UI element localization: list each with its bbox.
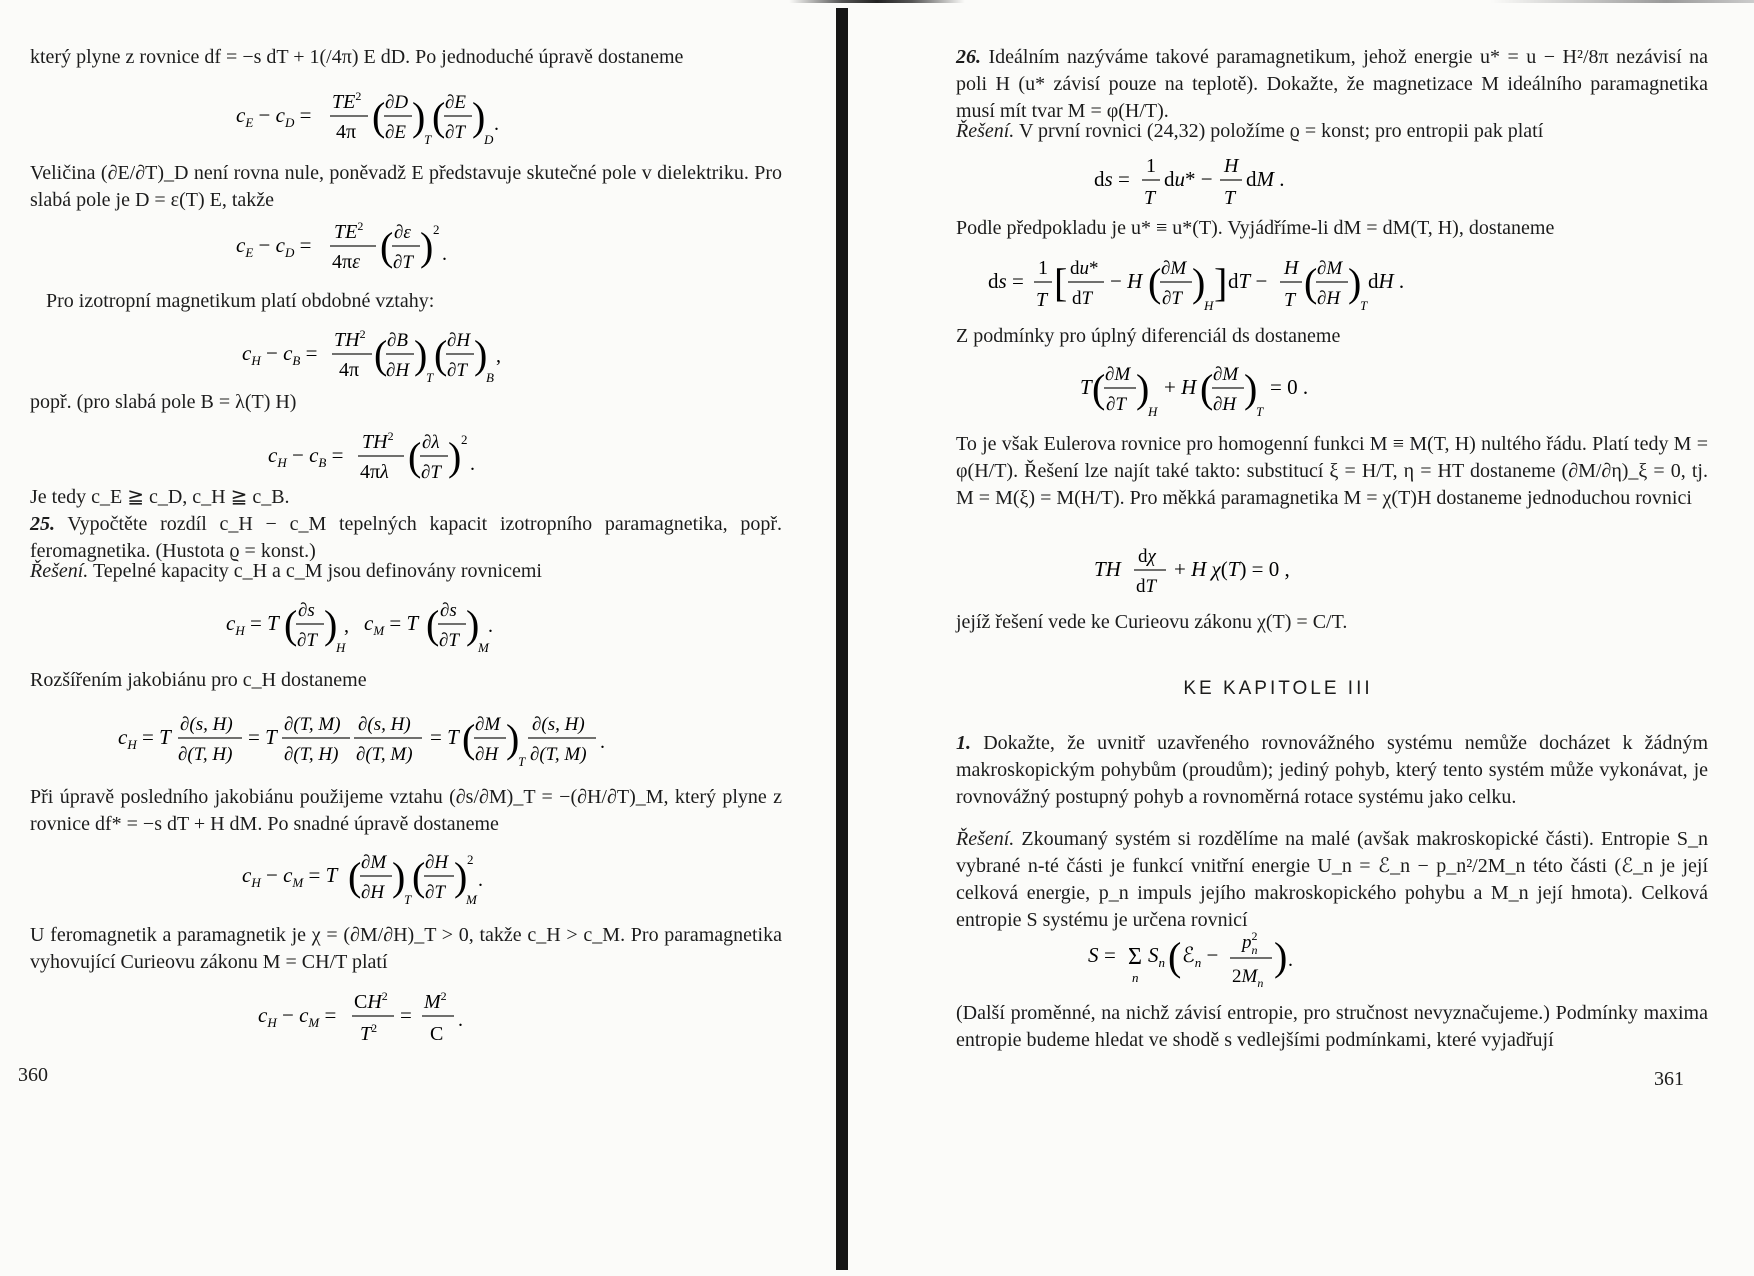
right-paragraph-6: jejíž řešení vede ke Curieovu zákonu χ(T) = C/T. <box>956 611 1348 633</box>
left-equation-2 <box>236 218 496 280</box>
svg-text:(: ( <box>1168 934 1182 979</box>
svg-text:): ) <box>448 434 462 479</box>
right-equation-3 <box>1080 358 1340 420</box>
svg-text:(: ( <box>380 224 394 269</box>
svg-text:cH − cB =: $c_H - c_B$ = <box>268 443 344 470</box>
svg-text:.: . <box>488 615 493 637</box>
left-paragraph-8: Rozšířením jakobiánu pro c_H dostaneme <box>30 669 367 691</box>
svg-text:= T: = T <box>248 725 277 749</box>
svg-text:4π: 4π <box>336 121 357 143</box>
svg-text:(: ( <box>1092 366 1106 411</box>
left-equation-6 <box>118 708 638 770</box>
svg-text:H: H <box>1148 404 1158 419</box>
left-paragraph-10: U feromagnetik a paramagnetik je χ = (∂M/∂H)_T > 0, takže c_H > c_M. Pro paramagnetika vyhovující Curieovu zákonu M = CH/T platí <box>30 924 782 973</box>
svg-text:du* −: du* − <box>1164 167 1213 191</box>
svg-text:M2: $M^2$ <box>424 989 447 1013</box>
right-problem-1 <box>956 730 1708 811</box>
svg-text:dT −: dT − <box>1228 269 1268 293</box>
svg-text:): ) <box>1274 934 1288 979</box>
svg-text:(: ( <box>408 434 422 479</box>
left-paragraph-9: Při úpravě posledního jakobiánu použijeme vztahu (∂s/∂M)_T = −(∂H/∂T)_M, který plyne z rovnice df* = −s dT + H dM. Po snadné úpravě dostaneme <box>30 786 782 835</box>
svg-text:2Mn: $2M_n$ <box>1232 966 1264 990</box>
left-equation-8 <box>258 986 498 1048</box>
right-equation-1 <box>1094 150 1314 212</box>
svg-text:(: ( <box>1200 366 1214 411</box>
svg-text:T: T <box>1284 289 1296 311</box>
svg-text:∂M: ∂M <box>1105 364 1131 385</box>
svg-text:): ) <box>466 602 480 647</box>
svg-text:∂M: ∂M <box>1317 258 1343 279</box>
left-paragraph-2: Veličina (∂E/∂T)_D není rovna nule, poněvadž E představuje skutečné pole v dielektriku. Pro slabá pole je D = ε(T) E, takže <box>30 162 782 211</box>
problem-number: 26. <box>956 46 981 68</box>
svg-text:]: ] <box>1214 260 1228 305</box>
svg-text:T: T <box>1360 298 1368 313</box>
svg-text:(: ( <box>374 332 388 377</box>
svg-text:∂E: ∂E <box>445 92 466 113</box>
svg-text:TH2: $TH^2$ <box>362 429 394 453</box>
right-problem-26 <box>956 44 1708 125</box>
problem-number: 1. <box>956 732 971 754</box>
svg-text:Sn: $S_n$ <box>1148 943 1165 970</box>
svg-text:2: 2 <box>433 222 440 237</box>
svg-text:n: n <box>1132 970 1139 985</box>
svg-text:dM .: dM . <box>1246 167 1285 191</box>
svg-text:): ) <box>392 854 406 899</box>
left-page-number: 360 <box>18 1064 48 1086</box>
svg-text:∂T: ∂T <box>425 882 445 903</box>
problem-number: 25. <box>30 513 55 535</box>
svg-text:∂(T, M): ∂(T, M) <box>530 744 587 765</box>
svg-text:T: T <box>404 892 412 907</box>
right-paragraph-3: Podle předpokladu je u* ≡ u*(T). Vyjádříme-li dM = dM(T, H), dostaneme <box>956 217 1555 239</box>
svg-text:ds =: ds = <box>1094 167 1130 191</box>
svg-text:∂H: ∂H <box>475 744 499 765</box>
svg-text:B: B <box>486 370 494 385</box>
svg-text:,: , <box>496 345 501 367</box>
svg-text:∂(s, H): ∂(s, H) <box>532 714 585 735</box>
svg-text:∂T: ∂T <box>445 122 465 143</box>
svg-text:∂T: ∂T <box>439 630 459 651</box>
solution-text: Zkoumaný systém si rozdělíme na malé (avšak makroskopické části). Entropie S_n vybrané n-té části je funkcí vnitřní energie U_n = ℰ_n − p_n²/2M_n této části (ℰ_n je její celková energie, p_n impuls jejího makroskopického pohybu a M_n její hmota). Celková entropie S systému je určena rovnicí <box>956 828 1709 931</box>
svg-text:+ H χ(T) = 0 ,: + H χ(T) = 0 , <box>1174 557 1290 581</box>
svg-text:T: T <box>424 132 432 147</box>
svg-text:TE2: $TE^2$ <box>332 89 362 113</box>
svg-text:TE2: $TE^2$ <box>334 219 364 243</box>
solution-label: Řešení. <box>956 828 1015 850</box>
left-equation-1 <box>236 88 536 150</box>
left-paragraph-4: popř. (pro slabá pole B = λ(T) H) <box>30 391 297 413</box>
svg-text:(: ( <box>1304 260 1318 305</box>
svg-text:.: . <box>470 453 475 475</box>
svg-text:): ) <box>420 224 434 269</box>
svg-text:dT: dT <box>1072 288 1093 309</box>
svg-text:H: H <box>336 640 346 655</box>
svg-text:∂s: ∂s <box>440 600 457 621</box>
svg-text:4πε: 4πε <box>332 251 360 273</box>
left-problem-25 <box>30 511 782 565</box>
svg-text:): ) <box>412 94 426 139</box>
svg-text:= T: = T <box>430 725 459 749</box>
svg-text:.: . <box>1288 949 1293 971</box>
svg-text:∂λ: ∂λ <box>422 432 440 453</box>
left-paragraph-5: Je tedy c_E ≧ c_D, c_H ≧ c_B. <box>30 486 290 508</box>
right-paragraph-4: Z podmínky pro úplný diferenciál ds dostaneme <box>956 325 1341 347</box>
svg-text:4πλ: 4πλ <box>360 461 389 483</box>
svg-text:): ) <box>1192 260 1206 305</box>
svg-text:H: H <box>1224 155 1239 177</box>
svg-text:cM = T: $c_M = T$ <box>364 611 419 638</box>
svg-text:T2: $T^2$ <box>360 1021 378 1045</box>
svg-text:∂(T, H): ∂(T, H) <box>178 744 233 765</box>
svg-text:∂H: ∂H <box>447 330 471 351</box>
svg-text:): ) <box>472 94 486 139</box>
chapter-heading: KE KAPITOLE III <box>1183 678 1373 699</box>
svg-text:∂(T, M): ∂(T, M) <box>356 744 413 765</box>
svg-text:(: ( <box>426 602 440 647</box>
right-paragraph-2 <box>956 118 1708 145</box>
svg-text:cH = T: $c_H = T$ <box>226 611 279 638</box>
left-paragraph-3: Pro izotropní magnetikum platí obdobné vztahy: <box>46 290 435 312</box>
svg-text:=: = <box>400 1003 412 1027</box>
svg-text:): ) <box>1348 260 1362 305</box>
svg-text:cE − cD =: $c_E - c_D$ = <box>236 103 312 130</box>
svg-text:(: ( <box>462 716 476 761</box>
solution-text: Tepelné kapacity c_H a c_M jsou definovány rovnicemi <box>92 560 542 582</box>
left-equation-4 <box>268 428 508 490</box>
svg-text:T: T <box>518 754 526 769</box>
svg-text:∂(T, M): ∂(T, M) <box>284 714 341 735</box>
svg-text:∂M: ∂M <box>1161 258 1187 279</box>
svg-text:H: H <box>1204 298 1214 313</box>
svg-text:∂H: ∂H <box>386 360 410 381</box>
left-equation-5 <box>226 594 526 656</box>
svg-text:S: S <box>1088 943 1099 967</box>
svg-text:H: H <box>1284 257 1299 279</box>
svg-text:(: ( <box>284 602 298 647</box>
svg-text:1: 1 <box>1038 257 1048 279</box>
left-paragraph-1: který plyne z rovnice df = −s dT + 1(/4π) E dD. Po jednoduché úpravě dostaneme <box>30 46 684 68</box>
svg-text:∂(s, H): ∂(s, H) <box>180 714 233 735</box>
svg-text:[: [ <box>1054 260 1068 305</box>
svg-text:ds =: ds = <box>988 269 1024 293</box>
svg-text:D: D <box>484 132 494 147</box>
svg-text:− H: − H <box>1110 269 1143 293</box>
right-equation-4 <box>1094 540 1334 602</box>
svg-text:dχ: dχ <box>1138 546 1156 567</box>
svg-text:∂(s, H): ∂(s, H) <box>358 714 411 735</box>
left-equation-3 <box>242 326 542 388</box>
problem-text: Dokažte, že uvnitř uzavřeného rovnovážného systému nemůže docházet k žádným makroskopickým pohybům (proudům); jediný pohyb, který tento systém může vykonávat, je rovnovážný postupný pohyb a rovnoměrná rotace systému jako celku. <box>956 732 1708 808</box>
svg-text:∂M: ∂M <box>475 714 501 735</box>
right-page <box>846 0 1754 1276</box>
svg-text:): ) <box>474 332 488 377</box>
svg-text:.: . <box>600 731 605 753</box>
solution-label: Řešení. <box>956 120 1015 142</box>
svg-text:T: T <box>1080 375 1092 399</box>
svg-text:C: C <box>430 1023 444 1045</box>
svg-text:): ) <box>1244 366 1258 411</box>
svg-text:∂H: ∂H <box>1213 394 1237 415</box>
svg-text:(: ( <box>434 332 448 377</box>
right-equation-5 <box>1088 926 1328 996</box>
left-page <box>0 0 840 1276</box>
svg-text:= 0 .: = 0 . <box>1270 375 1309 399</box>
svg-text:,: , <box>344 615 349 637</box>
svg-text:M: M <box>466 892 477 907</box>
svg-text:(: ( <box>372 94 386 139</box>
svg-text:cH − cM = T: $c_H - c_M = T$ <box>242 863 338 890</box>
svg-text:∂D: ∂D <box>385 92 409 113</box>
svg-text:∂H: ∂H <box>1317 288 1341 309</box>
svg-text:(: ( <box>348 854 362 899</box>
svg-text:): ) <box>1136 366 1150 411</box>
svg-text:.: . <box>442 243 447 265</box>
svg-text:∂ε: ∂ε <box>394 222 411 243</box>
svg-text:.: . <box>478 869 483 891</box>
svg-text:cH − cM =: $c_H - c_M$ = <box>258 1003 337 1030</box>
svg-text:T: T <box>1036 289 1048 311</box>
svg-text:∂M: ∂M <box>361 852 387 873</box>
problem-text: Vypočtěte rozdíl c_H − c_M tepelných kapacit izotropního paramagnetika, popř. feromagnetika. (Hustota ϱ = konst.) <box>30 513 783 562</box>
right-paragraph-5: To je však Eulerova rovnice pro homogenní funkci M ≡ M(T, H) nultého řádu. Platí tedy M = φ(H/T). Řešení lze najít také takto: substitucí ξ = H/T, η = HT dostaneme (∂M/∂η)_ξ = 0, tj. M = M(ξ) = M(H/T). Pro měkká paramagnetika M = χ(T)H dostaneme jednoduchou rovnici <box>956 433 1708 509</box>
svg-text:M: M <box>478 640 489 655</box>
svg-text:+ H: + H <box>1164 375 1197 399</box>
svg-text:TH2: $TH^2$ <box>334 327 366 351</box>
svg-text:CH2: $CH^2$ <box>354 989 388 1013</box>
svg-text:ℰn −: ℰ$_n$ − <box>1182 943 1219 970</box>
svg-text:(: ( <box>1148 260 1162 305</box>
svg-text:∂T: ∂T <box>421 462 441 483</box>
solution-label: Řešení. <box>30 560 89 582</box>
svg-text:.: . <box>494 113 499 135</box>
svg-text:T: T <box>1144 187 1156 209</box>
svg-text:(: ( <box>412 854 426 899</box>
svg-text:=: = <box>1104 943 1116 967</box>
solution-text: V první rovnici (24,32) položíme ϱ = konst; pro entropii pak platí <box>1018 120 1544 142</box>
right-equation-2 <box>988 252 1408 316</box>
svg-text:∂B: ∂B <box>387 330 408 351</box>
svg-text:(: ( <box>432 94 446 139</box>
right-page-number: 361 <box>1654 1068 1684 1090</box>
svg-text:∂(T, H): ∂(T, H) <box>284 744 339 765</box>
svg-text:cH = T: $c_H = T$ <box>118 725 171 752</box>
svg-text:): ) <box>506 716 520 761</box>
svg-text:TH: TH <box>1094 557 1121 581</box>
svg-text:Σ: Σ <box>1128 944 1142 970</box>
svg-text:p2n: $p^2$ n <box>1242 929 1258 957</box>
svg-text:cH − cB =: $c_H - c_B$ = <box>242 341 318 368</box>
svg-text:∂T: ∂T <box>1106 394 1126 415</box>
svg-text:∂T: ∂T <box>447 360 467 381</box>
problem-text: Ideálním nazýváme takové paramagnetikum, jehož energie u* = u − H²/8π nezávisí na poli H (u* závisí pouze na teplotě). Dokažte, že magnetizace M ideálního paramagnetika musí mít tvar M = φ(H/T). <box>956 46 1708 122</box>
svg-text:∂H: ∂H <box>425 852 449 873</box>
right-paragraph-9: (Další proměnné, na nichž závisí entropie, pro stručnost nevyznačujeme.) Podmínky maxima entropie budeme hledat ve shodě s vedlejšími podmínkami, které vyjadřují <box>956 1002 1708 1051</box>
svg-text:4π: 4π <box>339 359 360 381</box>
svg-text:): ) <box>454 854 468 899</box>
svg-text:T: T <box>1224 187 1236 209</box>
svg-text:2: 2 <box>461 432 468 447</box>
svg-text:1: 1 <box>1146 155 1156 177</box>
svg-text:): ) <box>414 332 428 377</box>
svg-text:dH .: dH . <box>1368 269 1405 293</box>
svg-text:dT: dT <box>1136 576 1157 597</box>
svg-text:.: . <box>458 1009 463 1031</box>
svg-text:du*: du* <box>1070 258 1099 279</box>
svg-text:∂T: ∂T <box>1162 288 1182 309</box>
svg-text:∂T: ∂T <box>393 252 413 273</box>
left-paragraph-7 <box>30 558 782 585</box>
svg-text:T: T <box>426 370 434 385</box>
svg-text:∂E: ∂E <box>385 122 406 143</box>
svg-text:2: 2 <box>467 852 474 867</box>
svg-text:∂T: ∂T <box>297 630 317 651</box>
svg-text:∂H: ∂H <box>361 882 385 903</box>
svg-text:∂s: ∂s <box>298 600 315 621</box>
svg-text:∂M: ∂M <box>1213 364 1239 385</box>
svg-text:T: T <box>1256 404 1264 419</box>
right-paragraph-8 <box>956 826 1708 934</box>
svg-text:): ) <box>324 602 338 647</box>
left-equation-7 <box>242 846 522 908</box>
svg-text:cE − cD =: $c_E - c_D$ = <box>236 233 312 260</box>
